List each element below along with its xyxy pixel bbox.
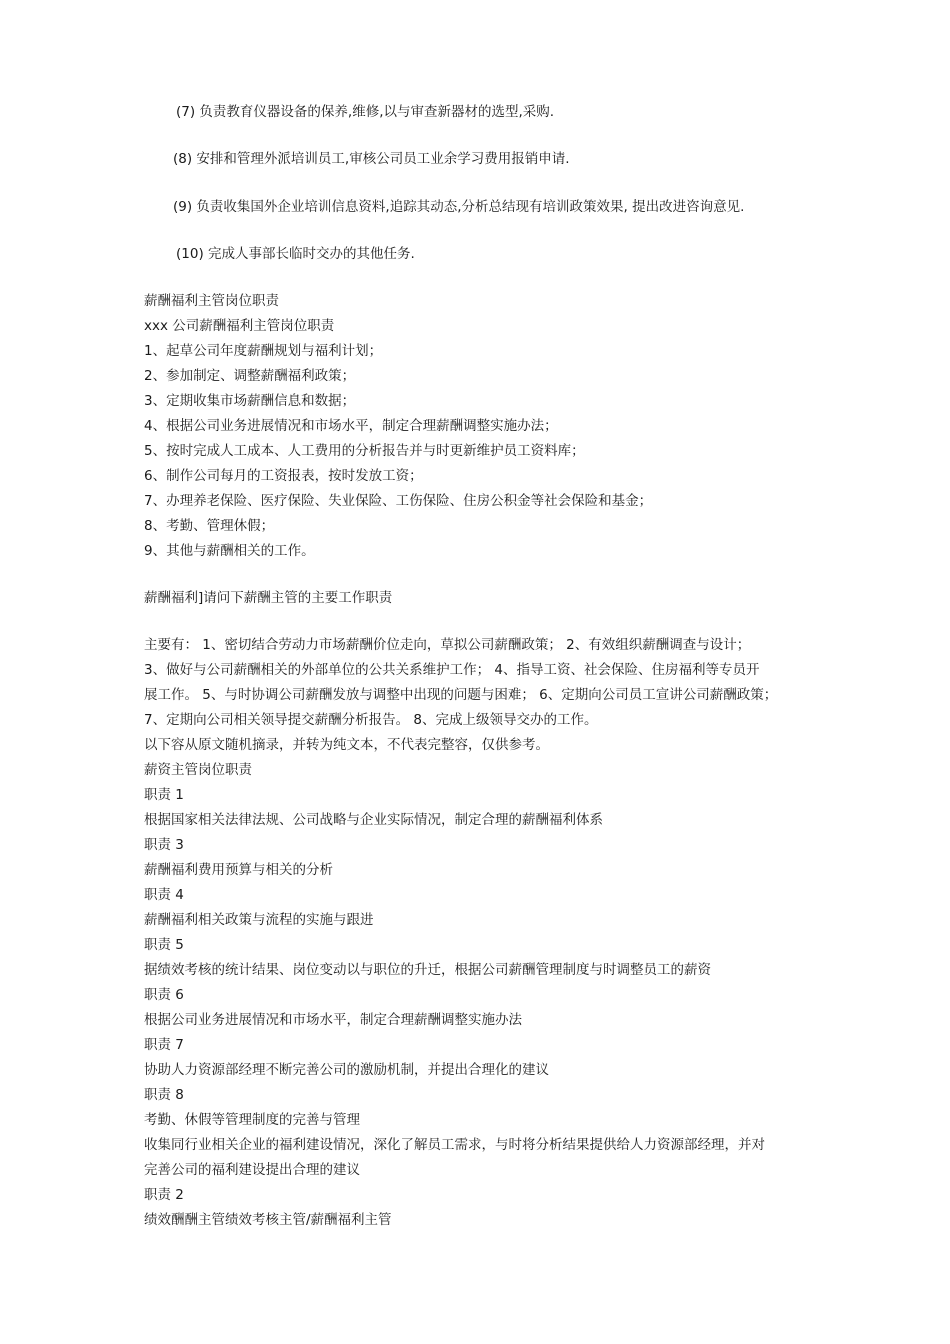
list-item: 7、办理养老保险、医疗保险、失业保险、工伤保险、住房公积金等社会保险和基金； bbox=[144, 493, 653, 509]
paragraph-line: 3、做好与公司薪酬相关的外部单位的公共关系维护工作； 4、指导工资、社会保险、住房福利等专员开 bbox=[144, 662, 760, 678]
duty-text: 根据国家相关法律法规、公司战略与企业实际情况，制定合理的薪酬福利体系 bbox=[144, 812, 603, 828]
list-item: 1、起草公司年度薪酬规划与福利计划； bbox=[144, 343, 383, 359]
duty-text: 协助人力资源部经理不断完善公司的激励机制，并提出合理化的建议 bbox=[144, 1062, 549, 1078]
duty-label: 职责 4 bbox=[144, 887, 184, 903]
duty-text: 薪酬福利相关政策与流程的实施与跟进 bbox=[144, 912, 374, 928]
paragraph-line: 主要有： 1、密切结合劳动力市场薪酬价位走向，草拟公司薪酬政策； 2、有效组织薪酬调查与设计； bbox=[144, 637, 751, 653]
duty-text: 完善公司的福利建设提出合理的建议 bbox=[144, 1162, 360, 1178]
list-item: 3、定期收集市场薪酬信息和数据； bbox=[144, 393, 356, 409]
list-item: 8、考勤、管理休假； bbox=[144, 518, 275, 534]
duty-label: 职责 1 bbox=[144, 787, 184, 803]
duty-label: 职责 3 bbox=[144, 837, 184, 853]
duty-text: 收集同行业相关企业的福利建设情况，深化了解员工需求，与时将分析结果提供给人力资源部经理，并对 bbox=[144, 1137, 765, 1153]
duty-label: 职责 6 bbox=[144, 987, 184, 1003]
duty-label: 职责 8 bbox=[144, 1087, 184, 1103]
duty-item-10: (10) 完成人事部长临时交办的其他任务. bbox=[176, 246, 415, 262]
section-title: 薪酬福利]请问下薪酬主管的主要工作职责 bbox=[144, 590, 393, 606]
duty-item-8: (8) 安排和管理外派培训员工,审核公司员工业余学习费用报销申请. bbox=[173, 151, 570, 167]
list-item: 4、根据公司业务进展情况和市场水平，制定合理薪酬调整实施办法； bbox=[144, 418, 558, 434]
list-item: 6、制作公司每月的工资报表，按时发放工资； bbox=[144, 468, 423, 484]
section-title: 薪资主管岗位职责 bbox=[144, 762, 252, 778]
duty-text: 据绩效考核的统计结果、岗位变动以与职位的升迁，根据公司薪酬管理制度与时调整员工的薪资 bbox=[144, 962, 711, 978]
duty-item-7: (7) 负责教育仪器设备的保养,维修,以与审查新器材的选型,采购. bbox=[176, 104, 555, 120]
duty-text: 绩效酬酬主管绩效考核主管/薪酬福利主管 bbox=[144, 1212, 392, 1228]
duty-item-9: (9) 负责收集国外企业培训信息资料,追踪其动态,分析总结现有培训政策效果, 提出改进咨询意见. bbox=[173, 199, 745, 215]
list-item: 9、其他与薪酬相关的工作。 bbox=[144, 543, 315, 559]
section-subtitle: xxx 公司薪酬福利主管岗位职责 bbox=[144, 318, 335, 334]
duty-label: 职责 5 bbox=[144, 937, 184, 953]
duty-text: 考勤、休假等管理制度的完善与管理 bbox=[144, 1112, 360, 1128]
paragraph-line: 展工作。 5、与时协调公司薪酬发放与调整中出现的问题与困难； 6、定期向公司员工宣讲公司薪酬政策； bbox=[144, 687, 778, 703]
duty-label: 职责 7 bbox=[144, 1037, 184, 1053]
list-item: 5、按时完成人工成本、人工费用的分析报告并与时更新维护员工资料库； bbox=[144, 443, 585, 459]
duty-label: 职责 2 bbox=[144, 1187, 184, 1203]
disclaimer-note: 以下容从原文随机摘录，并转为纯文本，不代表完整容，仅供参考。 bbox=[144, 737, 549, 753]
list-item: 2、参加制定、调整薪酬福利政策； bbox=[144, 368, 356, 384]
paragraph-line: 7、定期向公司相关领导提交薪酬分析报告。 8、完成上级领导交办的工作。 bbox=[144, 712, 598, 728]
duty-text: 薪酬福利费用预算与相关的分析 bbox=[144, 862, 333, 878]
duty-text: 根据公司业务进展情况和市场水平，制定合理薪酬调整实施办法 bbox=[144, 1012, 522, 1028]
section-title: 薪酬福利主管岗位职责 bbox=[144, 293, 279, 309]
